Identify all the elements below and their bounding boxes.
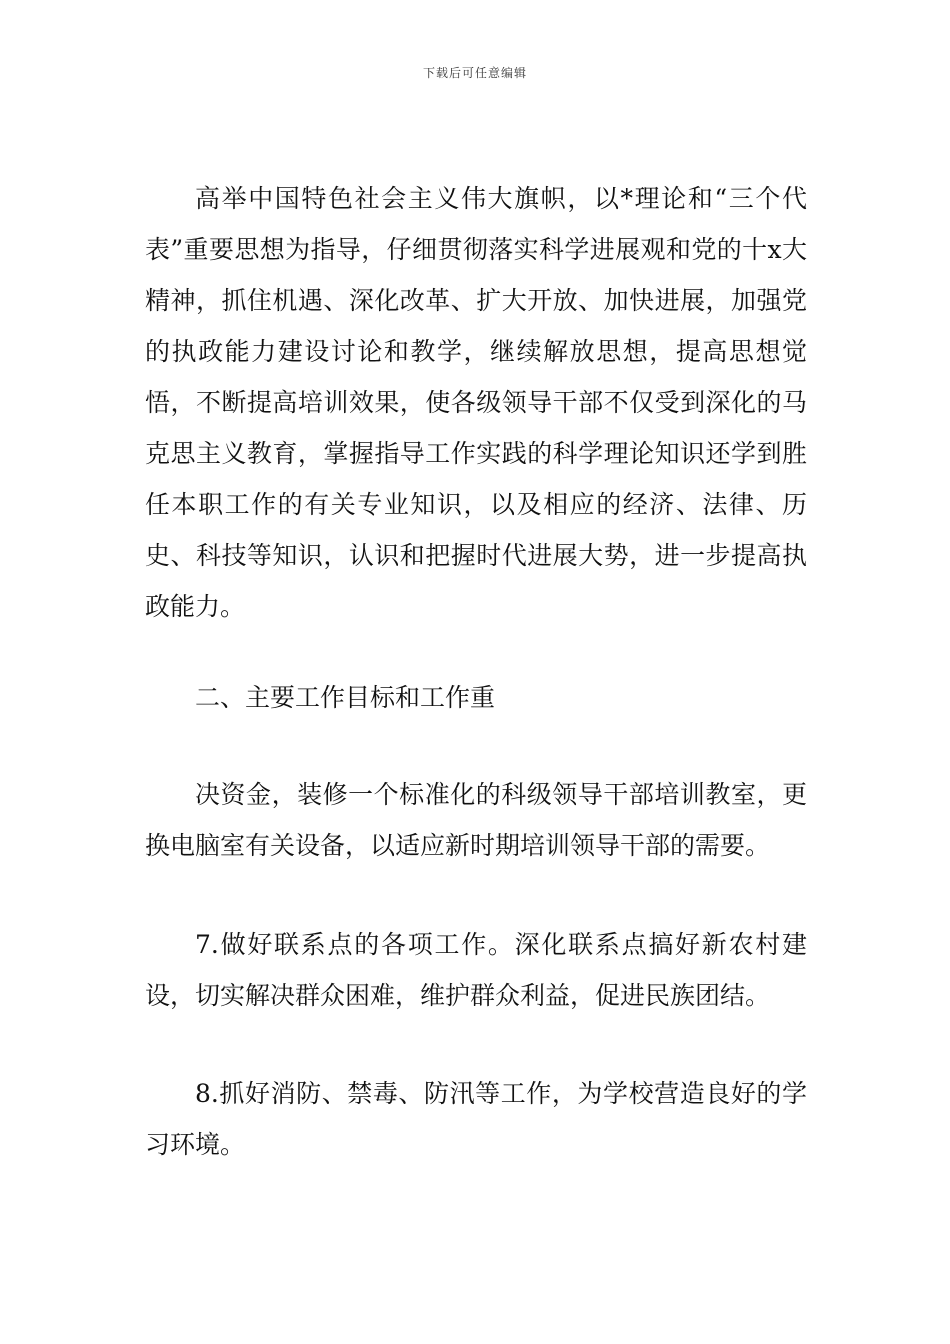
paragraph-item-7: 7.做好联系点的各项工作。深化联系点搞好新农村建设，切实解决群众困难，维护群众利益，促进民族团结。 xyxy=(145,930,807,1010)
page-header: 下载后可任意编辑 xyxy=(422,66,527,80)
paragraph-funding-classroom: 决资金，装修一个标准化的科级领导干部培训教室，更换电脑室有关设备，以适应新时期培训领导干部的需要。 xyxy=(145,780,807,860)
paragraph-guiding-ideology: 高举中国特色社会主义伟大旗帜，以*理论和“三个代表”重要思想为指导，仔细贯彻落实科学进展观和党的十x大精神，抓住机遇、深化改革、扩大开放、加快进展，加强党的执政能力建设讨论和教学，继续解放思想，提高思想觉悟，不断提高培训效果，使各级领导干部不仅受到深化的马克思主义教育，掌握指导工作实践的科学理论知识还学到胜任本职工作的有关专业知识，以及相应的经济、法律、历史、科技等知识，认识和把握时代进展大势，进一步提高执政能力。 xyxy=(145,184,807,621)
section-heading-main-goals: 二、主要工作目标和工作重 xyxy=(195,683,496,712)
paragraph-item-8: 8.抓好消防、禁毒、防汛等工作，为学校营造良好的学习环境。 xyxy=(145,1079,807,1159)
